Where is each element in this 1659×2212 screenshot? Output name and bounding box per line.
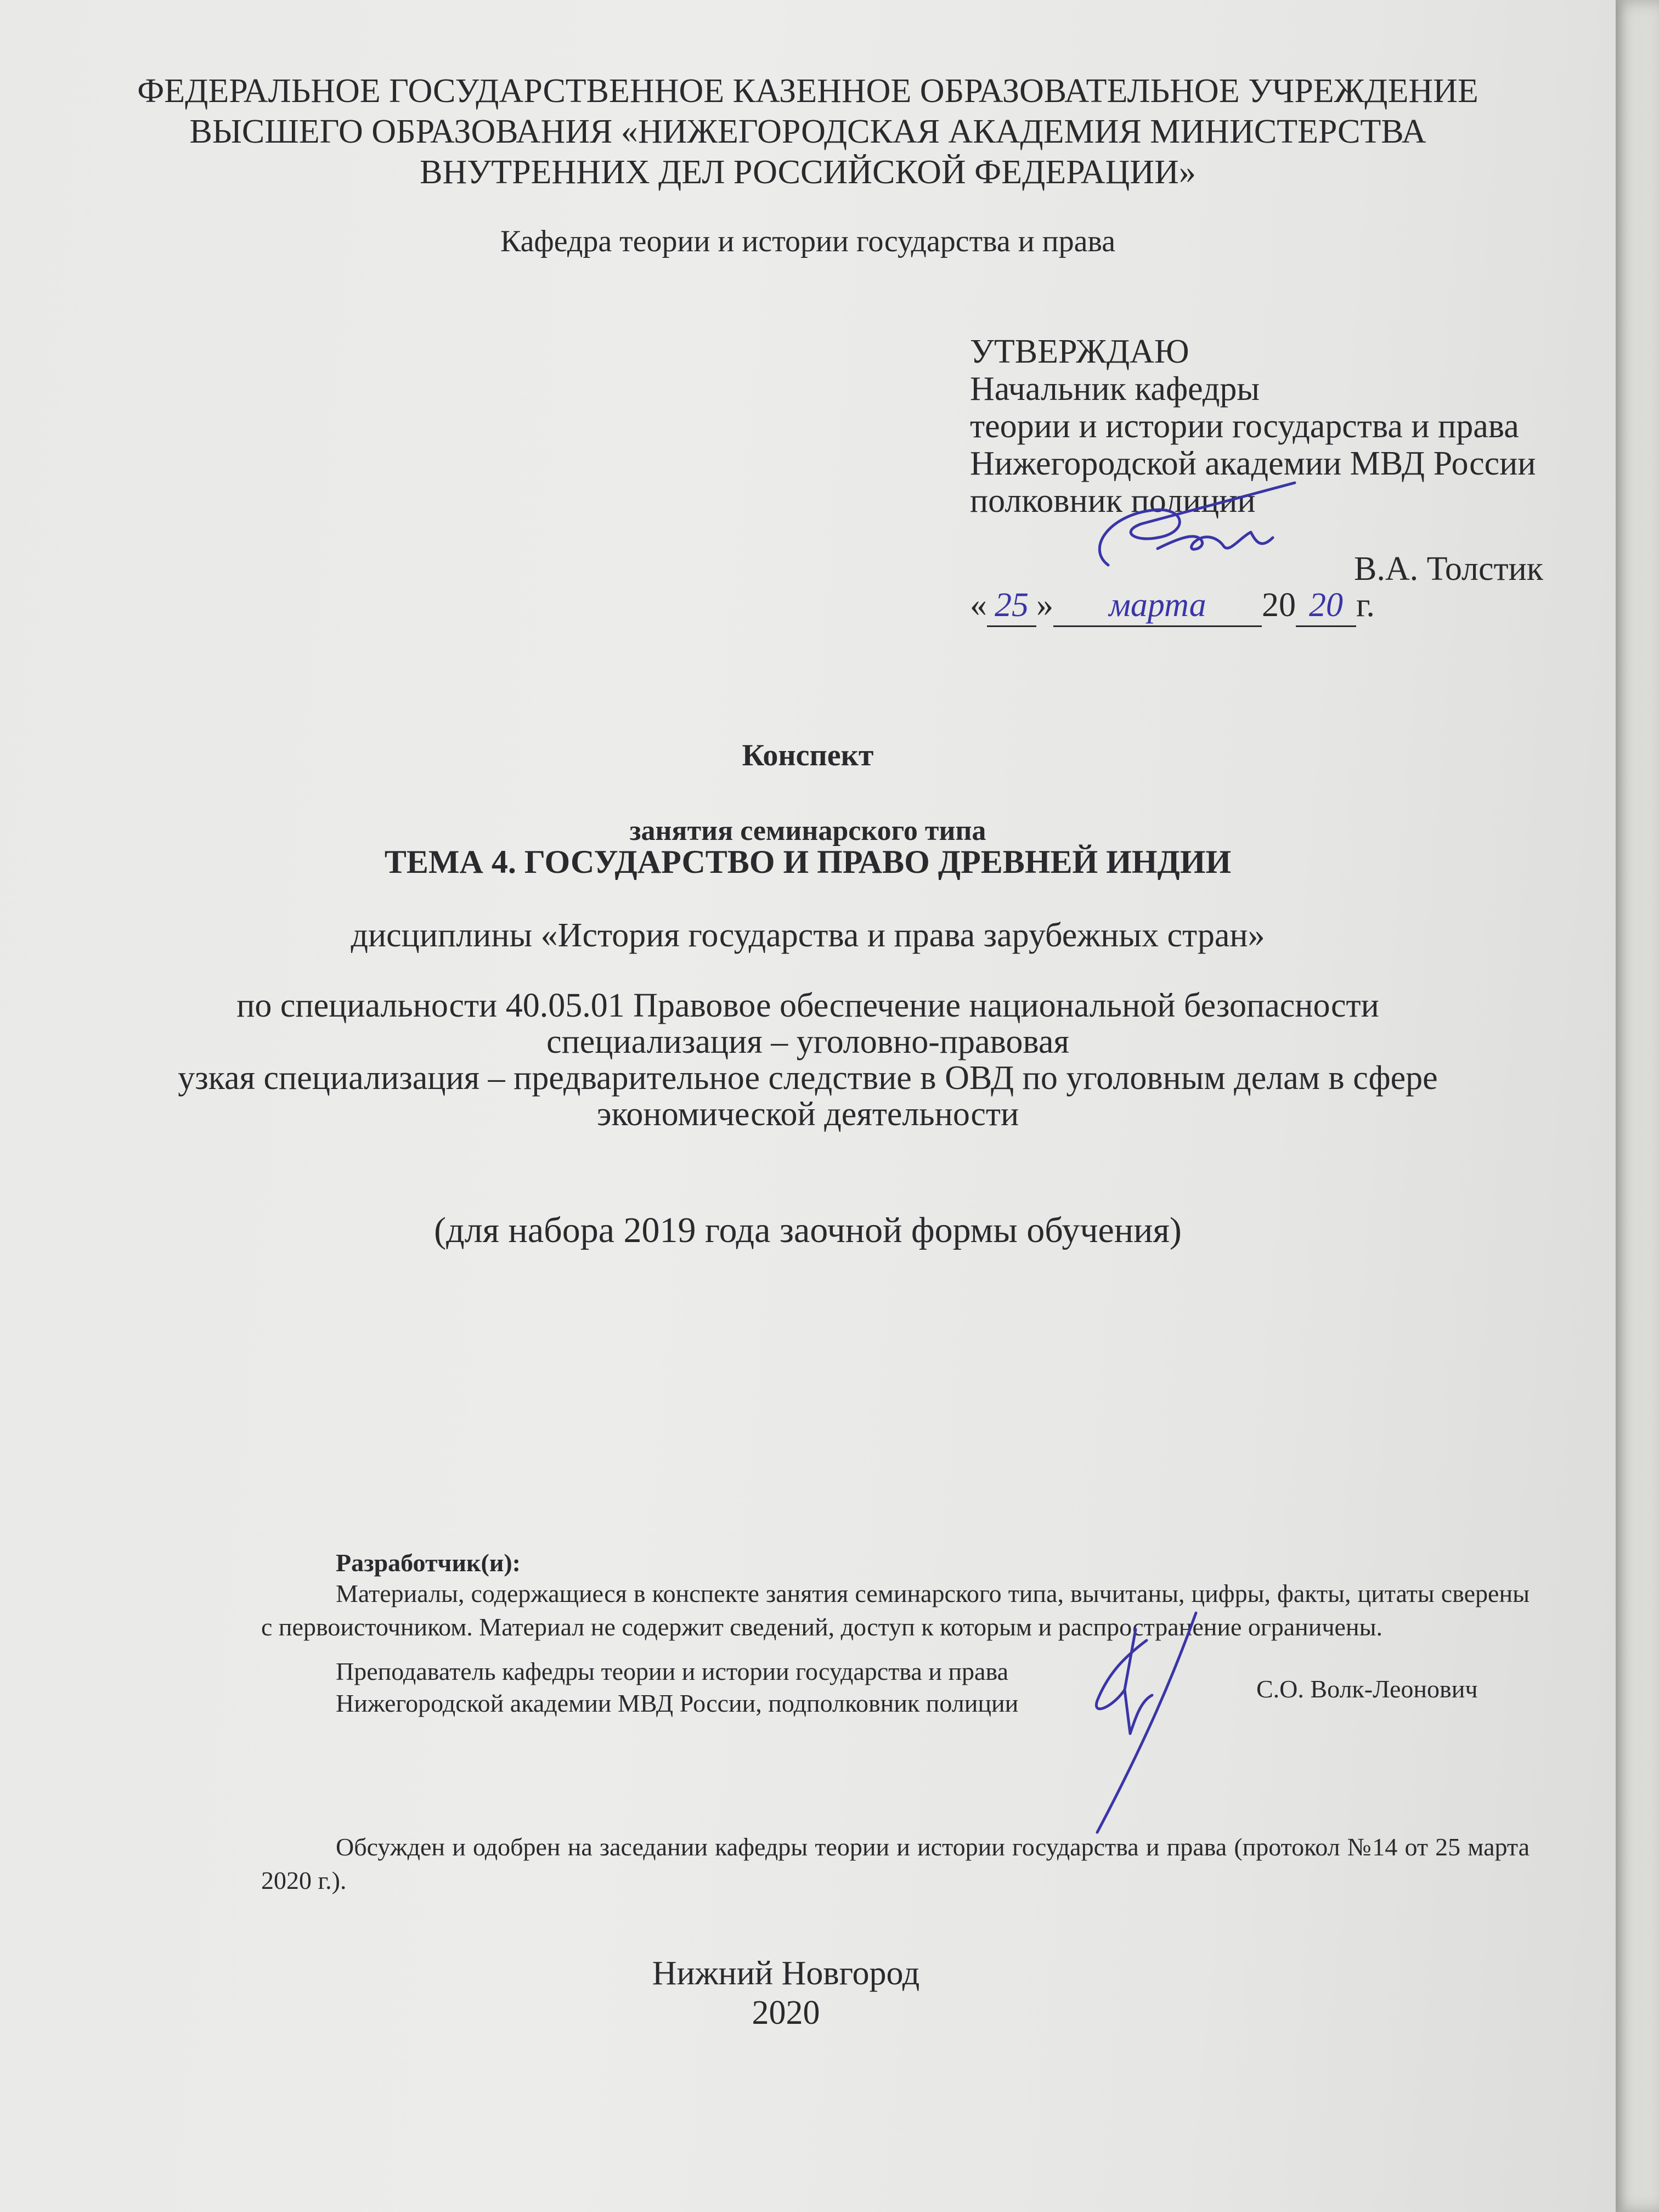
city: Нижний Новгород (652, 1955, 920, 1992)
specialty-line: экономической деятельности (596, 1096, 1019, 1133)
developer-heading: Разработчик(и): (336, 1549, 521, 1577)
approval-line: полковник полиции (970, 482, 1256, 520)
approval-line: Начальник кафедры (970, 370, 1260, 408)
developer-signature (1064, 1607, 1207, 1838)
developer-note: Материалы, содержащиеся в конспекте занятия семинарского типа, вычитаны, цифры, факты, цитаты сверены с первоисточником. Материал не содержит сведений, доступ к которым и распространение ограничены. (261, 1579, 1530, 1641)
developer-position: Нижегородской академии МВД России, подполковник полиции (336, 1689, 1019, 1717)
date-year-suffix: 20 (1296, 585, 1356, 627)
topic-heading: ТЕМА 4. ГОСУДАРСТВО И ПРАВО ДРЕВНЕЙ ИНДИИ (384, 844, 1232, 880)
cohort-note: (для набора 2019 года заочной формы обучения) (434, 1210, 1182, 1250)
specialty-line: по специальности 40.05.01 Правовое обеспечение национальной безопасности (236, 987, 1379, 1024)
org-name-line-2: ВЫСШЕГО ОБРАЗОВАНИЯ «НИЖЕГОРОДСКАЯ АКАДЕМИЯ МИНИСТЕРСТВА (189, 113, 1426, 150)
discipline-name: дисциплины «История государства и права зарубежных стран» (351, 917, 1265, 954)
date-day: 25 (987, 585, 1036, 627)
developer-position: Преподаватель кафедры теории и истории государства и права (336, 1657, 1009, 1685)
approval-title: УТВЕРЖДАЮ (970, 333, 1189, 370)
date-quote: « (970, 586, 987, 624)
approver-name: В.А. Толстик (1354, 550, 1543, 588)
date-year-prefix: 20 (1262, 586, 1296, 624)
document-title: Конспект (742, 738, 874, 772)
approver-signature (1075, 472, 1328, 603)
department-name: Кафедра теории и истории государства и права (500, 224, 1116, 258)
date-quote: » (1036, 586, 1053, 624)
approval-line: теории и истории государства и права (970, 408, 1519, 445)
year: 2020 (752, 1994, 820, 2032)
document-type: занятия семинарского типа (629, 815, 986, 847)
approval-note: Обсужден и одобрен на заседании кафедры теории и истории государства и права (протокол №14 от 25 марта 2020 г.). (261, 1833, 1530, 1894)
approval-line: Нижегородской академии МВД России (970, 445, 1536, 482)
org-name-line-1: ФЕДЕРАЛЬНОЕ ГОСУДАРСТВЕННОЕ КАЗЕННОЕ ОБРАЗОВАТЕЛЬНОЕ УЧРЕЖДЕНИЕ (137, 72, 1479, 110)
specialty-line: специализация – уголовно-правовая (546, 1023, 1069, 1060)
date-year-end: г. (1356, 586, 1375, 624)
specialty-line: узкая специализация – предварительное следствие в ОВД по уголовным делам в сфере (178, 1059, 1438, 1097)
date-month: марта (1053, 585, 1262, 627)
org-name-line-3: ВНУТРЕННИХ ДЕЛ РОССИЙСКОЙ ФЕДЕРАЦИИ» (420, 154, 1196, 191)
developer-name: С.О. Волк-Леонович (1256, 1675, 1478, 1703)
